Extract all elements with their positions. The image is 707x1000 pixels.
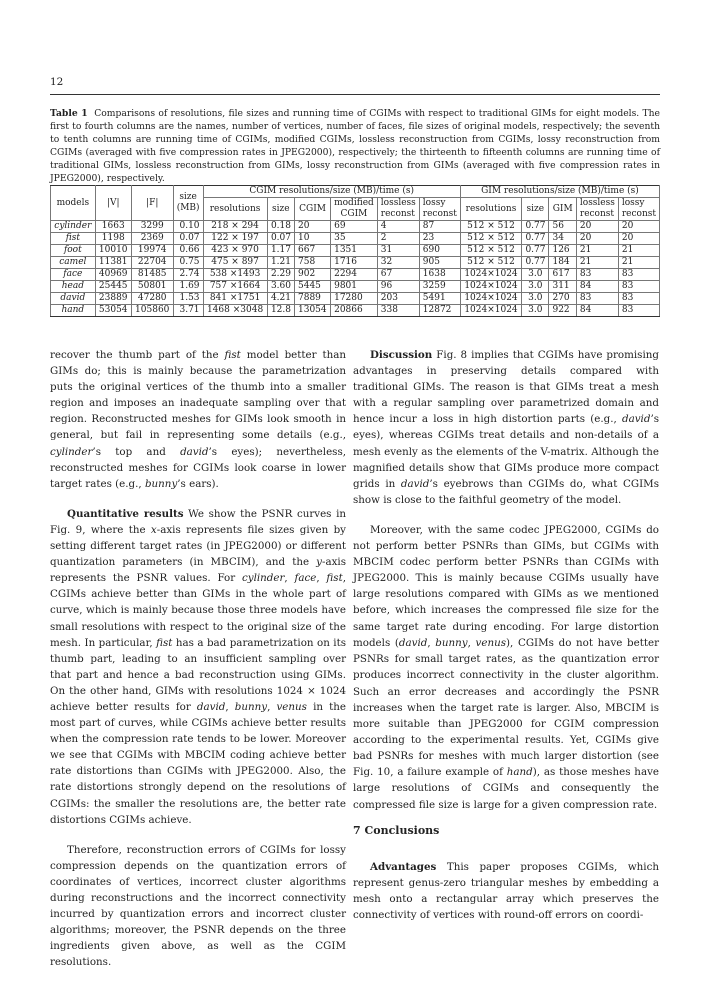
- header-group-gim: GIM resolutions/size (MB)/time (s): [460, 186, 659, 198]
- cell-cgim-res: 218 × 294: [203, 221, 267, 233]
- cell-gim-size: 3.0: [522, 293, 549, 305]
- cell-cgim-time: 902: [295, 269, 331, 281]
- cell-f: 19974: [131, 245, 173, 257]
- cell-model: cylinder: [51, 221, 96, 233]
- paragraph-heading: Quantitative results: [67, 507, 184, 520]
- cell-f: 47280: [131, 293, 173, 305]
- cell-v: 25445: [95, 281, 131, 293]
- paragraph-advantages: Advantages This paper proposes CGIMs, which represent genus-zero triangular meshes by embedding a mesh onto a rectangular array which preserves the connectivity of vertices with round-off errors on coordi-: [353, 860, 659, 921]
- cell-gim-lossy: 20: [618, 221, 659, 233]
- cell-model: head: [51, 281, 96, 293]
- cell-v: 53054: [95, 305, 131, 317]
- header-gim-resolutions: resolutions: [460, 198, 521, 221]
- cell-size: 2.74: [173, 269, 203, 281]
- cell-gim-size: 0.77: [522, 221, 549, 233]
- cell-gim-lossless: 83: [576, 293, 618, 305]
- table-caption-text: Comparisons of resolutions, file sizes and running time of CGIMs with respect to traditional GIMs for eight models. The first to fourth columns are the names, number of vertices, number of faces, file sizes of original models, respectively; the seventh to tenth columns are running time of CGIMs, modified CGIMs, lossless reconstruction from CGIMs, lossy reconstruction from CGIMs (averaged with five compression rates in JPEG2000), respectively; the thirteenth to fifteenth columns are running time of traditional GIMs, lossless reconstruction from GIMs, lossy reconstruction from GIMs (averaged with five compression rates in JPEG2000), respectively.: [50, 108, 660, 185]
- cell-gim-res: 1024×1024: [460, 269, 521, 281]
- cell-gim-res: 512 × 512: [460, 257, 521, 269]
- cell-v: 40969: [95, 269, 131, 281]
- cell-v: 1198: [95, 233, 131, 245]
- header-vertices: |V|: [95, 186, 131, 221]
- cell-f: 22704: [131, 257, 173, 269]
- cell-cgim-res: 757 ×1664: [203, 281, 267, 293]
- cell-f: 2369: [131, 233, 173, 245]
- cell-gim-size: 3.0: [522, 281, 549, 293]
- cell-cgim-res: 122 × 197: [203, 233, 267, 245]
- cell-cgim-time: 20: [295, 221, 331, 233]
- cell-gim-time: 126: [549, 245, 576, 257]
- header-gim-lossy: lossy reconst: [618, 198, 659, 221]
- table-row: [51, 305, 660, 317]
- cell-cgim-lossless: 96: [377, 281, 419, 293]
- cell-cgim-lossy: 3259: [419, 281, 460, 293]
- paragraph-heading: Advantages: [370, 860, 437, 873]
- cell-cgim-lossy: 690: [419, 245, 460, 257]
- cell-gim-size: 0.77: [522, 245, 549, 257]
- cell-mod-cgim: 2294: [331, 269, 378, 281]
- cell-cgim-size: 12.8: [267, 305, 294, 317]
- cell-gim-lossy: 20: [618, 233, 659, 245]
- cell-v: 23889: [95, 293, 131, 305]
- header-gim-lossless: lossless reconst: [576, 198, 618, 221]
- cell-cgim-time: 758: [295, 257, 331, 269]
- cell-cgim-res: 538 ×1493: [203, 269, 267, 281]
- paragraph-quantitative-results: Quantitative results We show the PSNR curves in Fig. 9, where the x-axis represents file sizes given by setting different target rates (in JPEG2000) or different quantization parameters (in MBCIM), and the y-axis represents the PSNR values. For cylinder, face, fist, CGIMs achieve better than GIMs in the whole part of curve, which is mainly because those three models have small resolutions with respect to the original size of the mesh. In particular, fist has a bad parametrization on its thumb part, leading to an insufficient sampling over that part and hence a bad reconstruction using GIMs. On the other hand, GIMs with resolutions 1024 × 1024 achieve better results for david, bunny, venus in the most part of curves, while CGIMs achieve better results when the compression rate tends to be lower. Moreover we see that CGIMs with MBCIM coding achieve better rate distortions than CGIMs with JPEG2000. Also, the rate distortions strongly depend on the resolutions of CGIMs: the smaller the resolutions are, the better rate distortions CGIMs achieve.: [50, 507, 347, 826]
- table-caption-label: Table 1: [50, 108, 88, 119]
- table-row: [51, 293, 660, 305]
- cell-cgim-lossless: 2: [377, 233, 419, 245]
- cell-gim-size: 3.0: [522, 269, 549, 281]
- cell-cgim-time: 5445: [295, 281, 331, 293]
- right-column: [353, 347, 659, 923]
- cell-gim-lossless: 21: [576, 245, 618, 257]
- paragraph-moreover: Moreover, with the same codec JPEG2000, CGIMs do not perform better PSNRs than GIMs, but CGIMs with MBCIM codec perform better PSNRs than CGIMs with JPEG2000. This is mainly because CGIMs usually have large resolutions compared with GIMs as we mentioned before, which increases the compressed file size for the same target rate during encoding. For large distortion models (david, bunny, venus), CGIMs do not have better PSNRs for small target rates, as the quantization error produces incorrect connectivity in the cluster algorithm. Such an error decreases and accordingly the PSNR increases when the target rate is larger. Also, MBCIM is more suitable than JPEG2000 for CGIM compression according to the experimental results. Yet, CGIMs give bad PSNRs for meshes with much larger distortion (see Fig. 10, a failure example of hand), as those meshes have large resolutions of CGIMs and consequently the compressed file size is large for a given compression rate.: [353, 523, 659, 811]
- table-row: [51, 269, 660, 281]
- cell-cgim-lossless: 32: [377, 257, 419, 269]
- cell-size: 0.75: [173, 257, 203, 269]
- cell-v: 11381: [95, 257, 131, 269]
- cell-model: david: [51, 293, 96, 305]
- cell-cgim-time: 7889: [295, 293, 331, 305]
- cell-cgim-lossless: 338: [377, 305, 419, 317]
- cell-gim-lossy: 83: [618, 305, 659, 317]
- cell-gim-res: 1024×1024: [460, 293, 521, 305]
- cell-cgim-size: 0.07: [267, 233, 294, 245]
- cell-gim-lossy: 83: [618, 269, 659, 281]
- cell-gim-lossy: 83: [618, 293, 659, 305]
- cell-cgim-lossy: 87: [419, 221, 460, 233]
- cell-cgim-res: 841 ×1751: [203, 293, 267, 305]
- cell-v: 1663: [95, 221, 131, 233]
- cell-gim-time: 922: [549, 305, 576, 317]
- header-gim-size: size: [522, 198, 549, 221]
- cell-mod-cgim: 20866: [331, 305, 378, 317]
- cell-model: hand: [51, 305, 96, 317]
- cell-gim-lossless: 20: [576, 221, 618, 233]
- cell-cgim-time: 13054: [295, 305, 331, 317]
- cell-gim-res: 1024×1024: [460, 305, 521, 317]
- header-size: size (MB): [173, 186, 203, 221]
- cell-cgim-lossless: 203: [377, 293, 419, 305]
- cell-gim-time: 34: [549, 233, 576, 245]
- cell-cgim-time: 10: [295, 233, 331, 245]
- cell-gim-lossless: 21: [576, 257, 618, 269]
- cell-mod-cgim: 17280: [331, 293, 378, 305]
- cell-mod-cgim: 69: [331, 221, 378, 233]
- cell-model: face: [51, 269, 96, 281]
- cell-f: 50801: [131, 281, 173, 293]
- header-cgim-lossless: lossless reconst: [377, 198, 419, 221]
- section-title-conclusions: 7 Conclusions: [353, 823, 440, 837]
- cell-model: foot: [51, 245, 96, 257]
- table-row: [51, 281, 660, 293]
- cell-v: 10010: [95, 245, 131, 257]
- page-number: 12: [50, 76, 64, 88]
- cell-f: 3299: [131, 221, 173, 233]
- paragraph-heading: Discussion: [370, 349, 433, 361]
- header-faces: |F|: [131, 186, 173, 221]
- cell-gim-time: 270: [549, 293, 576, 305]
- cell-gim-lossless: 84: [576, 305, 618, 317]
- table-row: [51, 245, 660, 257]
- cell-gim-size: 0.77: [522, 233, 549, 245]
- cell-gim-time: 617: [549, 269, 576, 281]
- comparison-table: [50, 185, 660, 317]
- cell-cgim-size: 3.60: [267, 281, 294, 293]
- cell-cgim-lossy: 1638: [419, 269, 460, 281]
- cell-mod-cgim: 1351: [331, 245, 378, 257]
- cell-cgim-size: 4.21: [267, 293, 294, 305]
- cell-gim-size: 3.0: [522, 305, 549, 317]
- cell-cgim-lossless: 67: [377, 269, 419, 281]
- cell-gim-time: 311: [549, 281, 576, 293]
- cell-gim-lossy: 83: [618, 281, 659, 293]
- cell-size: 3.71: [173, 305, 203, 317]
- header-cgim-resolutions: resolutions: [203, 198, 267, 221]
- header-cgim-time: CGIM: [295, 198, 331, 221]
- cell-cgim-size: 0.18: [267, 221, 294, 233]
- cell-size: 1.69: [173, 281, 203, 293]
- header-cgim-size: size: [267, 198, 294, 221]
- cell-cgim-lossless: 4: [377, 221, 419, 233]
- cell-cgim-size: 1.21: [267, 257, 294, 269]
- cell-gim-size: 0.77: [522, 257, 549, 269]
- cell-cgim-res: 423 × 970: [203, 245, 267, 257]
- cell-cgim-size: 1.17: [267, 245, 294, 257]
- cell-size: 0.10: [173, 221, 203, 233]
- cell-gim-lossless: 84: [576, 281, 618, 293]
- cell-mod-cgim: 35: [331, 233, 378, 245]
- cell-f: 105860: [131, 305, 173, 317]
- cell-f: 81485: [131, 269, 173, 281]
- paragraph-therefore: Therefore, reconstruction errors of CGIMs for lossy compression depends on the quantization errors of coordinates of vertices, incorrect cluster algorithms during reconstructions and the incorrect connectivity incurred by quantization errors and incorrect cluster algorithms; moreover, the PSNR depends on the three ingredients given above, as well as the CGIM resolutions.: [50, 843, 346, 969]
- cell-gim-time: 184: [549, 257, 576, 269]
- cell-cgim-lossy: 5491: [419, 293, 460, 305]
- cell-model: fist: [51, 233, 96, 245]
- cell-gim-lossy: 21: [618, 245, 659, 257]
- cell-cgim-size: 2.29: [267, 269, 294, 281]
- cell-cgim-res: 1468 ×3048: [203, 305, 267, 317]
- header-rule: [50, 94, 660, 95]
- cell-mod-cgim: 1716: [331, 257, 378, 269]
- cell-cgim-lossless: 31: [377, 245, 419, 257]
- cell-cgim-lossy: 23: [419, 233, 460, 245]
- header-cgim-lossy: lossy reconst: [419, 198, 460, 221]
- cell-gim-res: 512 × 512: [460, 233, 521, 245]
- cell-cgim-time: 667: [295, 245, 331, 257]
- cell-size: 0.66: [173, 245, 203, 257]
- cell-size: 0.07: [173, 233, 203, 245]
- table-row: [51, 257, 660, 269]
- cell-cgim-lossy: 12872: [419, 305, 460, 317]
- cell-gim-lossless: 83: [576, 269, 618, 281]
- cell-gim-res: 512 × 512: [460, 221, 521, 233]
- cell-gim-lossless: 20: [576, 233, 618, 245]
- header-gim-time: GIM: [549, 198, 576, 221]
- header-group-cgim: CGIM resolutions/size (MB)/time (s): [203, 186, 460, 198]
- cell-size: 1.53: [173, 293, 203, 305]
- table-caption: [50, 107, 660, 186]
- cell-cgim-lossy: 905: [419, 257, 460, 269]
- paragraph-discussion: Discussion Fig. 8 implies that CGIMs have promising advantages in preserving details compared with traditional GIMs. The reason is that GIMs treat a mesh with a regular sampling over parametrized domain and hence incur a loss in high distortion parts (e.g., david’s eyes), whereas CGIMs treat details and non-details of a mesh evenly as the elements of the V-matrix. Although the magnified details show that GIMs produce more compact grids in david’s eyebrows than CGIMs do, what CGIMs show is close to the faithful geometry of the model.: [353, 349, 659, 506]
- cell-cgim-res: 475 × 897: [203, 257, 267, 269]
- left-column: [50, 347, 346, 970]
- cell-model: camel: [51, 257, 96, 269]
- cell-gim-res: 512 × 512: [460, 245, 521, 257]
- paragraph-fist-thumb: recover the thumb part of the fist model better than GIMs do; this is mainly because the parametrization puts the original vertices of the thumb into a smaller region and imposes an inadequate sampling over that region. Reconstructed meshes for GIMs look smooth in general, but fail in representing some details (e.g., cylinder’s top and david’s eyes); nevertheless, reconstructed meshes for CGIMs look coarse in lower target rates (e.g., bunny’s ears).: [50, 349, 347, 490]
- header-modified-cgim: modified CGIM: [331, 198, 378, 221]
- header-models: models: [51, 186, 96, 221]
- cell-gim-lossy: 21: [618, 257, 659, 269]
- table-row: [51, 221, 660, 233]
- cell-gim-res: 1024×1024: [460, 281, 521, 293]
- cell-gim-time: 56: [549, 221, 576, 233]
- cell-mod-cgim: 9801: [331, 281, 378, 293]
- table-row: [51, 233, 660, 245]
